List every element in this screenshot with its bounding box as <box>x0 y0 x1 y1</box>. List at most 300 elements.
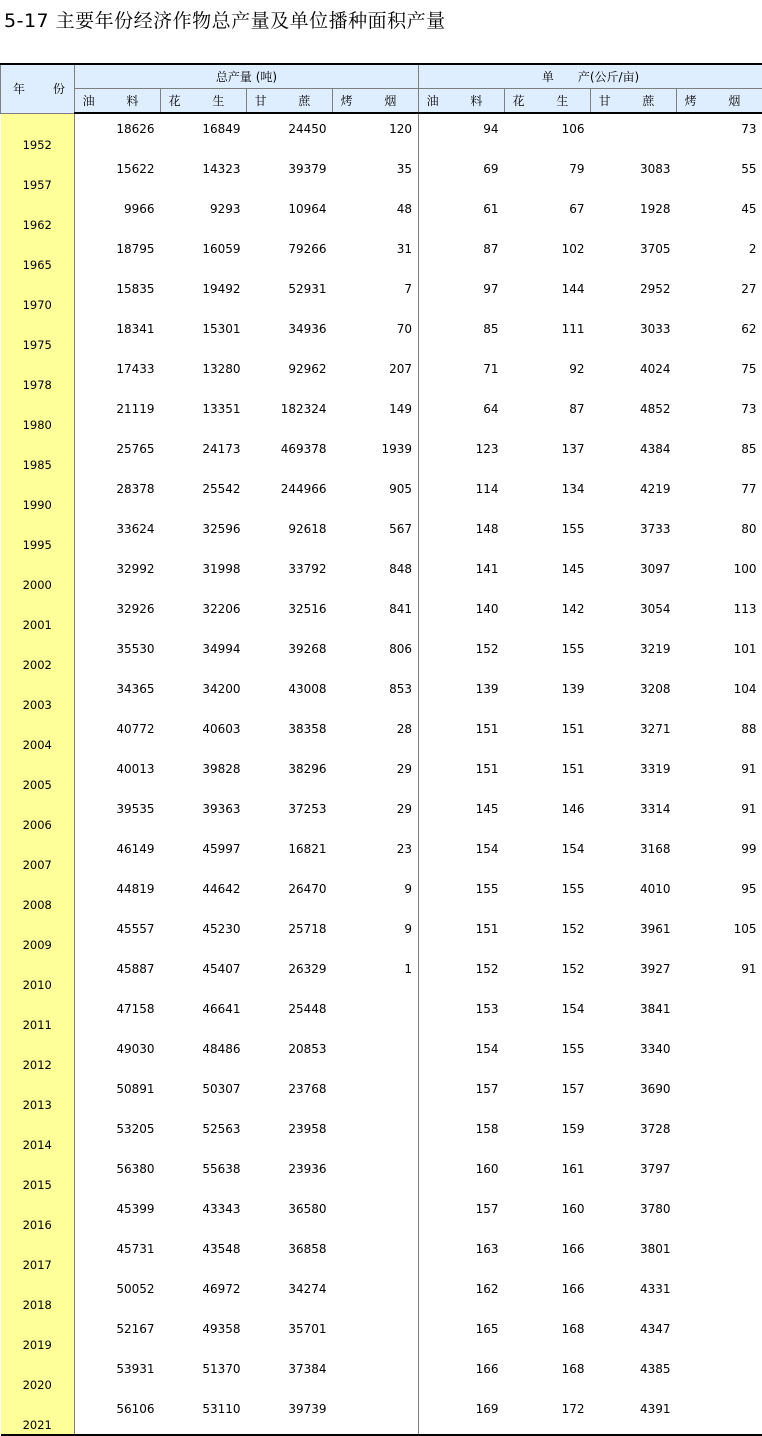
value-cell: 39828 <box>161 754 247 794</box>
value-cell: 140 <box>419 594 505 634</box>
value-cell: 18795 <box>75 234 161 274</box>
value-cell: 3168 <box>591 834 677 874</box>
table-row <box>1 954 762 994</box>
value-cell: 13280 <box>161 354 247 394</box>
value-cell: 73 <box>677 113 762 154</box>
value-cell: 36580 <box>247 1194 333 1234</box>
value-cell: 102 <box>505 234 591 274</box>
value-cell: 4219 <box>591 474 677 514</box>
value-cell: 33792 <box>247 554 333 594</box>
value-cell: 139 <box>419 674 505 714</box>
value-cell: 73 <box>677 394 762 434</box>
year-cell: 1980 <box>1 394 75 434</box>
value-cell: 3780 <box>591 1194 677 1234</box>
table-row <box>1 194 762 234</box>
value-cell: 154 <box>419 834 505 874</box>
table-row <box>1 834 762 874</box>
value-cell: 44642 <box>161 874 247 914</box>
value-cell: 94 <box>419 113 505 154</box>
year-cell: 1965 <box>1 234 75 274</box>
value-cell: 50052 <box>75 1274 161 1314</box>
value-cell: 3319 <box>591 754 677 794</box>
year-cell: 2017 <box>1 1234 75 1274</box>
value-cell: 38296 <box>247 754 333 794</box>
value-cell: 3801 <box>591 1234 677 1274</box>
value-cell: 34365 <box>75 674 161 714</box>
year-cell: 2010 <box>1 954 75 994</box>
value-cell: 45399 <box>75 1194 161 1234</box>
value-cell: 97 <box>419 274 505 314</box>
value-cell: 44819 <box>75 874 161 914</box>
column-header-sugarcane-yield: 甘 蔗 <box>591 89 677 114</box>
value-cell: 154 <box>505 994 591 1034</box>
value-cell <box>677 1194 762 1234</box>
value-cell: 23936 <box>247 1154 333 1194</box>
year-cell: 2020 <box>1 1354 75 1394</box>
year-cell: 2019 <box>1 1314 75 1354</box>
value-cell: 3097 <box>591 554 677 594</box>
table-row <box>1 154 762 194</box>
value-cell <box>333 1114 419 1154</box>
value-cell: 79 <box>505 154 591 194</box>
value-cell: 3083 <box>591 154 677 194</box>
value-cell: 158 <box>419 1114 505 1154</box>
value-cell: 64 <box>419 394 505 434</box>
value-cell: 120 <box>333 113 419 154</box>
value-cell: 1928 <box>591 194 677 234</box>
value-cell: 45557 <box>75 914 161 954</box>
value-cell: 13351 <box>161 394 247 434</box>
value-cell: 15835 <box>75 274 161 314</box>
year-cell: 2014 <box>1 1114 75 1154</box>
value-cell: 10964 <box>247 194 333 234</box>
value-cell: 18341 <box>75 314 161 354</box>
value-cell: 39379 <box>247 154 333 194</box>
value-cell: 31 <box>333 234 419 274</box>
value-cell: 905 <box>333 474 419 514</box>
value-cell: 3733 <box>591 514 677 554</box>
value-cell: 14323 <box>161 154 247 194</box>
value-cell: 45731 <box>75 1234 161 1274</box>
year-cell: 1952 <box>1 113 75 154</box>
unit-yield-group-header: 单 产(公斤/亩) <box>419 64 762 89</box>
value-cell: 154 <box>419 1034 505 1074</box>
value-cell: 18626 <box>75 113 161 154</box>
year-cell: 2007 <box>1 834 75 874</box>
value-cell <box>677 1354 762 1394</box>
value-cell: 52563 <box>161 1114 247 1154</box>
value-cell: 152 <box>505 914 591 954</box>
value-cell: 15301 <box>161 314 247 354</box>
value-cell: 151 <box>505 754 591 794</box>
value-cell: 35530 <box>75 634 161 674</box>
value-cell: 157 <box>419 1074 505 1114</box>
value-cell <box>333 1314 419 1354</box>
value-cell: 137 <box>505 434 591 474</box>
column-header-tobacco-total: 烤 烟 <box>333 89 419 114</box>
value-cell: 32516 <box>247 594 333 634</box>
value-cell: 25718 <box>247 914 333 954</box>
value-cell: 3314 <box>591 794 677 834</box>
value-cell: 50307 <box>161 1074 247 1114</box>
value-cell <box>677 1274 762 1314</box>
value-cell <box>333 1394 419 1435</box>
year-cell: 1990 <box>1 474 75 514</box>
value-cell <box>333 1034 419 1074</box>
value-cell: 55638 <box>161 1154 247 1194</box>
value-cell: 62 <box>677 314 762 354</box>
value-cell: 35701 <box>247 1314 333 1354</box>
value-cell: 43343 <box>161 1194 247 1234</box>
year-cell: 2016 <box>1 1194 75 1234</box>
value-cell: 25542 <box>161 474 247 514</box>
value-cell: 113 <box>677 594 762 634</box>
table-row <box>1 874 762 914</box>
value-cell: 161 <box>505 1154 591 1194</box>
value-cell: 24450 <box>247 113 333 154</box>
value-cell: 95 <box>677 874 762 914</box>
table-row <box>1 274 762 314</box>
value-cell: 207 <box>333 354 419 394</box>
value-cell: 848 <box>333 554 419 594</box>
value-cell: 3033 <box>591 314 677 354</box>
value-cell: 37384 <box>247 1354 333 1394</box>
value-cell: 85 <box>419 314 505 354</box>
value-cell: 75 <box>677 354 762 394</box>
table-row <box>1 234 762 274</box>
value-cell: 244966 <box>247 474 333 514</box>
value-cell: 4347 <box>591 1314 677 1354</box>
value-cell: 806 <box>333 634 419 674</box>
value-cell: 1939 <box>333 434 419 474</box>
table-row <box>1 1114 762 1154</box>
value-cell: 39363 <box>161 794 247 834</box>
value-cell: 145 <box>419 794 505 834</box>
year-cell: 1985 <box>1 434 75 474</box>
year-column-header: 年 份 <box>1 64 75 113</box>
value-cell: 1 <box>333 954 419 994</box>
value-cell: 166 <box>419 1354 505 1394</box>
value-cell: 35 <box>333 154 419 194</box>
value-cell <box>333 994 419 1034</box>
value-cell <box>677 1394 762 1435</box>
table-row <box>1 514 762 554</box>
value-cell: 3797 <box>591 1154 677 1194</box>
value-cell: 15622 <box>75 154 161 194</box>
value-cell: 155 <box>505 634 591 674</box>
table-row <box>1 1194 762 1234</box>
column-header-peanut-yield: 花 生 <box>505 89 591 114</box>
year-cell: 2000 <box>1 554 75 594</box>
table-row <box>1 754 762 794</box>
value-cell: 87 <box>419 234 505 274</box>
year-cell: 2008 <box>1 874 75 914</box>
value-cell: 34994 <box>161 634 247 674</box>
value-cell: 160 <box>505 1194 591 1234</box>
value-cell: 49030 <box>75 1034 161 1074</box>
value-cell: 26329 <box>247 954 333 994</box>
table-row <box>1 554 762 594</box>
value-cell: 3927 <box>591 954 677 994</box>
value-cell: 160 <box>419 1154 505 1194</box>
value-cell: 39268 <box>247 634 333 674</box>
value-cell: 67 <box>505 194 591 234</box>
value-cell: 149 <box>333 394 419 434</box>
table-row <box>1 914 762 954</box>
value-cell: 141 <box>419 554 505 594</box>
value-cell: 152 <box>505 954 591 994</box>
value-cell: 69 <box>419 154 505 194</box>
value-cell: 157 <box>505 1074 591 1114</box>
value-cell <box>333 1354 419 1394</box>
value-cell: 79266 <box>247 234 333 274</box>
value-cell: 3054 <box>591 594 677 634</box>
table-row <box>1 434 762 474</box>
value-cell: 151 <box>419 754 505 794</box>
value-cell: 46149 <box>75 834 161 874</box>
value-cell: 33624 <box>75 514 161 554</box>
table-row <box>1 594 762 634</box>
table-row <box>1 314 762 354</box>
value-cell: 32926 <box>75 594 161 634</box>
value-cell <box>677 1074 762 1114</box>
value-cell <box>677 1034 762 1074</box>
value-cell: 25448 <box>247 994 333 1034</box>
value-cell: 165 <box>419 1314 505 1354</box>
value-cell: 4010 <box>591 874 677 914</box>
value-cell: 155 <box>505 514 591 554</box>
year-cell: 2006 <box>1 794 75 834</box>
value-cell: 31998 <box>161 554 247 594</box>
value-cell: 25765 <box>75 434 161 474</box>
table-row <box>1 994 762 1034</box>
value-cell: 4385 <box>591 1354 677 1394</box>
table-row <box>1 1074 762 1114</box>
value-cell: 9966 <box>75 194 161 234</box>
value-cell: 151 <box>419 714 505 754</box>
value-cell: 9 <box>333 874 419 914</box>
value-cell: 134 <box>505 474 591 514</box>
value-cell: 23768 <box>247 1074 333 1114</box>
value-cell: 101 <box>677 634 762 674</box>
value-cell: 61 <box>419 194 505 234</box>
value-cell: 166 <box>505 1274 591 1314</box>
value-cell: 4384 <box>591 434 677 474</box>
year-cell: 2005 <box>1 754 75 794</box>
value-cell: 16821 <box>247 834 333 874</box>
value-cell: 155 <box>419 874 505 914</box>
value-cell: 146 <box>505 794 591 834</box>
value-cell: 3705 <box>591 234 677 274</box>
value-cell: 567 <box>333 514 419 554</box>
value-cell: 104 <box>677 674 762 714</box>
value-cell: 3219 <box>591 634 677 674</box>
value-cell <box>333 1194 419 1234</box>
year-cell: 1957 <box>1 154 75 194</box>
value-cell: 87 <box>505 394 591 434</box>
value-cell: 154 <box>505 834 591 874</box>
value-cell: 48486 <box>161 1034 247 1074</box>
value-cell: 151 <box>505 714 591 754</box>
value-cell: 45 <box>677 194 762 234</box>
value-cell: 77 <box>677 474 762 514</box>
value-cell: 169 <box>419 1394 505 1435</box>
value-cell: 168 <box>505 1354 591 1394</box>
year-cell: 1978 <box>1 354 75 394</box>
value-cell: 148 <box>419 514 505 554</box>
value-cell: 91 <box>677 794 762 834</box>
year-cell: 2009 <box>1 914 75 954</box>
value-cell: 39535 <box>75 794 161 834</box>
value-cell <box>333 1274 419 1314</box>
value-cell: 56106 <box>75 1394 161 1435</box>
table-row <box>1 113 762 154</box>
value-cell: 36858 <box>247 1234 333 1274</box>
value-cell: 32206 <box>161 594 247 634</box>
year-cell: 2002 <box>1 634 75 674</box>
value-cell: 155 <box>505 874 591 914</box>
year-cell: 2021 <box>1 1394 75 1435</box>
value-cell <box>333 1234 419 1274</box>
value-cell: 47158 <box>75 994 161 1034</box>
value-cell: 34274 <box>247 1274 333 1314</box>
column-header-tobacco-yield: 烤 烟 <box>677 89 762 114</box>
table-row <box>1 1354 762 1394</box>
value-cell: 153 <box>419 994 505 1034</box>
table-row <box>1 714 762 754</box>
value-cell: 163 <box>419 1234 505 1274</box>
value-cell: 46641 <box>161 994 247 1034</box>
value-cell: 39739 <box>247 1394 333 1435</box>
year-cell: 2013 <box>1 1074 75 1114</box>
value-cell: 92962 <box>247 354 333 394</box>
value-cell: 43008 <box>247 674 333 714</box>
value-cell: 19492 <box>161 274 247 314</box>
table-row <box>1 1274 762 1314</box>
value-cell: 21119 <box>75 394 161 434</box>
column-header-oil-crops-yield: 油 料 <box>419 89 505 114</box>
value-cell: 88 <box>677 714 762 754</box>
value-cell: 3841 <box>591 994 677 1034</box>
page-title: 5-17 主要年份经济作物总产量及单位播种面积产量 <box>4 6 446 33</box>
value-cell: 46972 <box>161 1274 247 1314</box>
value-cell: 172 <box>505 1394 591 1435</box>
value-cell: 23 <box>333 834 419 874</box>
table-row <box>1 794 762 834</box>
value-cell: 80 <box>677 514 762 554</box>
value-cell: 50891 <box>75 1074 161 1114</box>
value-cell: 34936 <box>247 314 333 354</box>
value-cell: 3690 <box>591 1074 677 1114</box>
table-row <box>1 1314 762 1354</box>
value-cell: 92 <box>505 354 591 394</box>
value-cell: 144 <box>505 274 591 314</box>
value-cell: 100 <box>677 554 762 594</box>
value-cell: 34200 <box>161 674 247 714</box>
value-cell: 3728 <box>591 1114 677 1154</box>
table-row <box>1 1034 762 1074</box>
value-cell: 182324 <box>247 394 333 434</box>
value-cell: 4391 <box>591 1394 677 1435</box>
year-cell: 1975 <box>1 314 75 354</box>
table-row <box>1 354 762 394</box>
value-cell: 40772 <box>75 714 161 754</box>
column-header-oil-crops-total: 油 料 <box>75 89 161 114</box>
value-cell <box>333 1154 419 1194</box>
value-cell: 29 <box>333 794 419 834</box>
year-cell: 1995 <box>1 514 75 554</box>
value-cell: 159 <box>505 1114 591 1154</box>
value-cell: 17433 <box>75 354 161 394</box>
value-cell: 32992 <box>75 554 161 594</box>
value-cell: 105 <box>677 914 762 954</box>
value-cell: 4852 <box>591 394 677 434</box>
table-row <box>1 634 762 674</box>
value-cell <box>677 994 762 1034</box>
value-cell: 162 <box>419 1274 505 1314</box>
table-row <box>1 1394 762 1435</box>
value-cell: 9 <box>333 914 419 954</box>
value-cell: 40603 <box>161 714 247 754</box>
value-cell: 28378 <box>75 474 161 514</box>
value-cell: 3208 <box>591 674 677 714</box>
value-cell: 9293 <box>161 194 247 234</box>
value-cell: 24173 <box>161 434 247 474</box>
value-cell: 43548 <box>161 1234 247 1274</box>
value-cell: 49358 <box>161 1314 247 1354</box>
year-cell: 2012 <box>1 1034 75 1074</box>
value-cell: 56380 <box>75 1154 161 1194</box>
value-cell: 55 <box>677 154 762 194</box>
value-cell: 3340 <box>591 1034 677 1074</box>
value-cell: 53931 <box>75 1354 161 1394</box>
value-cell: 157 <box>419 1194 505 1234</box>
value-cell: 106 <box>505 113 591 154</box>
value-cell: 45407 <box>161 954 247 994</box>
value-cell: 16059 <box>161 234 247 274</box>
value-cell: 114 <box>419 474 505 514</box>
year-cell: 2018 <box>1 1274 75 1314</box>
value-cell: 45230 <box>161 914 247 954</box>
value-cell: 145 <box>505 554 591 594</box>
value-cell: 4331 <box>591 1274 677 1314</box>
value-cell: 151 <box>419 914 505 954</box>
value-cell: 32596 <box>161 514 247 554</box>
table-header <box>1 64 762 113</box>
value-cell: 29 <box>333 754 419 794</box>
value-cell <box>591 113 677 154</box>
value-cell: 152 <box>419 634 505 674</box>
value-cell: 26470 <box>247 874 333 914</box>
year-cell: 2001 <box>1 594 75 634</box>
value-cell: 99 <box>677 834 762 874</box>
value-cell <box>333 1074 419 1114</box>
value-cell: 16849 <box>161 113 247 154</box>
value-cell: 91 <box>677 754 762 794</box>
value-cell: 52167 <box>75 1314 161 1354</box>
table-row <box>1 1234 762 1274</box>
value-cell: 111 <box>505 314 591 354</box>
value-cell: 40013 <box>75 754 161 794</box>
table-row <box>1 474 762 514</box>
value-cell: 48 <box>333 194 419 234</box>
value-cell: 38358 <box>247 714 333 754</box>
value-cell: 853 <box>333 674 419 714</box>
value-cell <box>677 1114 762 1154</box>
year-cell: 2011 <box>1 994 75 1034</box>
value-cell: 2952 <box>591 274 677 314</box>
table-row <box>1 1154 762 1194</box>
